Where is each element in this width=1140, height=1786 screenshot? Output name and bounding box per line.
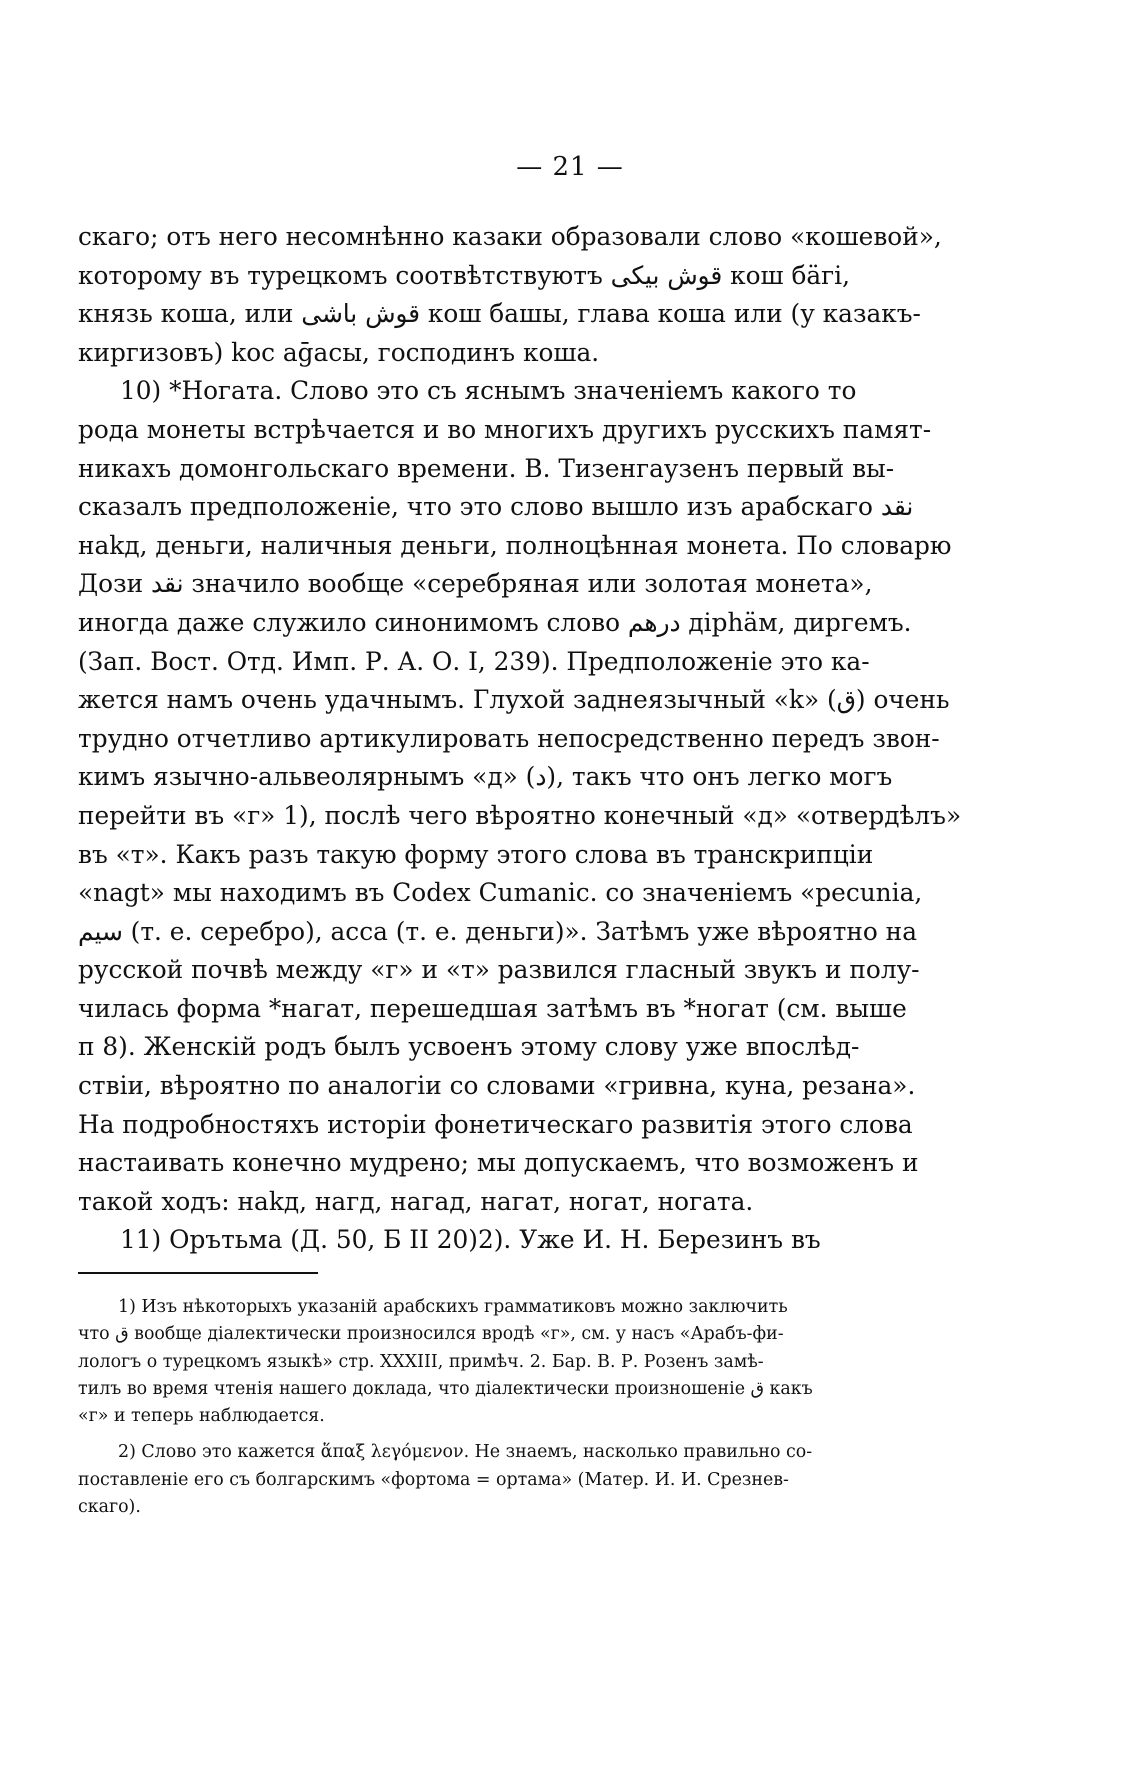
text-line: рода монеты встрѣчается и во многихъ другихъ русскихъ памят- [78,414,932,444]
text-line: киргизовъ) kос аḡасы, господинъ коша. [78,337,600,367]
text-line: سيم (т. е. серебро), acса (т. е. деньги)». Затѣмъ уже вѣроятно на [78,916,917,946]
text-line: которому въ турецкомъ соотвѣтствуютъ قوش بيكى кош бäгі, [78,260,850,290]
text-line: никахъ домонгольскаго времени. В. Тизенгаузенъ первый вы- [78,453,895,483]
footnote-line: что ق вообще діалектически произносился вродѣ «г», см. у насъ «Арабъ-фи- [78,1324,784,1345]
footnote-line: «г» и теперь наблюдается. [78,1406,325,1427]
text-line: На подробностяхъ исторіи фонетическаго развитія этого слова [78,1109,913,1139]
text-line: ствіи, вѣроятно по аналогіи со словами «гривна, куна, резана». [78,1071,916,1101]
text-line: п 8). Женскій родъ былъ усвоенъ этому слову уже впослѣд- [78,1032,860,1062]
text-line: въ «т». Какъ разъ такую форму этого слова въ транскрипціи [78,839,874,869]
text-line: «nagt» мы находимъ въ Codex Cumanic. со значеніемъ «pecunia, [78,878,923,908]
text-line: Дози نقد значило вообще «серебряная или золотая монета», [78,569,873,599]
footnote-line: скаго). [78,1497,141,1518]
text-line: скаго; отъ него несомнѣнно казаки образовали слово «кошевой», [78,222,942,251]
text-line: кимъ язычно-альвеолярнымъ «д» (د), такъ что онъ легко могъ [78,762,893,792]
text-line: трудно отчетливо артикулировать непосредственно передъ звон- [78,723,940,753]
footnote-line: лологъ о турецкомъ языкѣ» стр. XXXIII, примѣч. 2. Бар. В. Р. Розенъ замѣ- [78,1351,764,1372]
footnote-line: поставленіе его съ болгарскимъ «фортома = ортама» (Матер. И. И. Срезнев- [78,1469,789,1490]
paragraph-start-10: 10) *Ногата. Слово это съ яснымъ значеніемъ какого то [120,376,857,406]
text-line: сказалъ предположеніе, что это слово вышло изъ арабскаго نقد [78,492,914,522]
footnote-2-start: 2) Слово это кажется ἅπαξ λεγόμενον. Не знаемъ, насколько правильно со- [118,1442,813,1463]
text-line: настаивать конечно мудрено; мы допускаемъ, что возможенъ и [78,1148,919,1178]
text-line: перейти въ «г» 1), послѣ чего вѣроятно конечный «д» «отвердѣлъ» [78,800,962,830]
text-line: жется намъ очень удачнымъ. Глухой заднеязычный «k» (ق) очень [78,685,950,715]
text-line: наkд, деньги, наличныя деньги, полноцѣнная монета. По словарю [78,530,952,560]
paragraph-start-11: 11) Орътьма (Д. 50, Б II 20)2). Уже И. Н. Березинъ въ [120,1225,821,1255]
text-line: такой ходъ: наkд, нагд, нагад, нагат, ногат, ногата. [78,1186,754,1216]
footnote-1-start: 1) Изъ нѣкоторыхъ указаній арабскихъ грамматиковъ можно заключить [118,1297,788,1317]
footnote-separator [78,1272,318,1274]
main-text [78,218,962,1260]
text-line: русской почвѣ между «г» и «т» развился гласный звукъ и полу- [78,955,920,985]
text-line: иногда даже служило синонимомъ слово درهم дірhäм, диргемъ. [78,607,912,637]
footnote-line: тилъ во время чтенія нашего доклада, что діалектически произношеніе ق какъ [78,1378,813,1399]
text-line: (Зап. Вост. Отд. Имп. Р. А. О. I, 239). Предположеніе это ка- [78,646,870,676]
text-line: чилась форма *нагат, перешедшая затѣмъ въ *ногат (см. выше [78,993,907,1023]
text-line: князь коша, или قوش باشى кош башы, глава коша или (у казакъ- [78,299,921,329]
page-number: — 21 — [516,152,624,182]
footnotes [78,1294,878,1521]
